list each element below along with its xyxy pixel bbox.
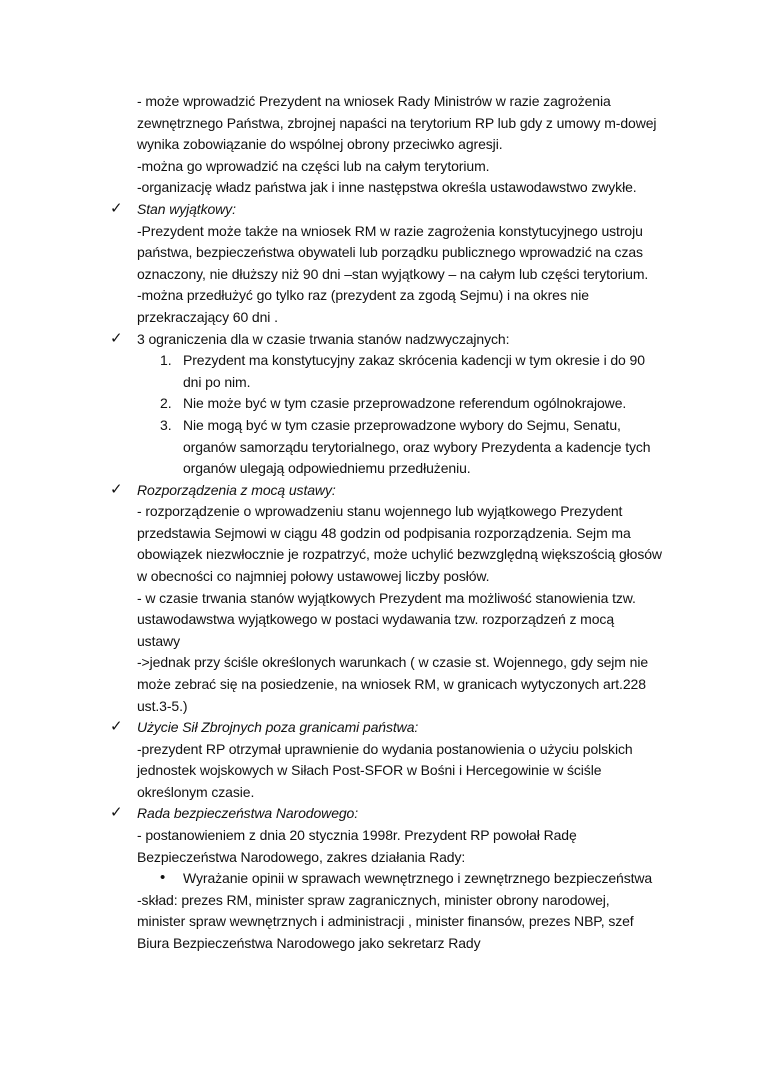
text-line: Biura Bezpieczeństwa Narodowego jako sekretarz Rady [137, 935, 481, 951]
text-line: państwa, bezpieczeństwa obywateli lub porządku publicznego wprowadzić na czas [137, 244, 643, 260]
section-heading-rada: Rada bezpieczeństwa Narodowego: [137, 805, 359, 821]
text-line: - postanowieniem z dnia 20 stycznia 1998r. Prezydent RP powołał Radę [137, 827, 577, 843]
text-line: Bezpieczeństwa Narodowego, zakres działania Rady: [137, 849, 466, 865]
text-line: obowiązek niezwłocznie je rozpatrzyć, może uchylić bezwzględną większością głosów [137, 546, 662, 562]
text-line: oznaczony, nie dłuższy niż 90 dni –stan wyjątkowy – na całym lub części terytorium. [137, 266, 649, 282]
list-item-line: Nie może być w tym czasie przeprowadzone referendum ogólnokrajowe. [183, 395, 627, 411]
text-line: ustawy [137, 633, 180, 649]
bullet-icon: • [160, 869, 166, 886]
text-line: -prezydent RP otrzymał uprawnienie do wydania postanowienia o użyciu polskich [137, 741, 633, 757]
checkmark-icon: ✓ [110, 481, 123, 498]
list-number: 1. [160, 352, 172, 368]
text-line: -organizację władz państwa jak i inne następstwa określa ustawodawstwo zwykłe. [137, 179, 637, 195]
list-item-line: dni po nim. [183, 374, 251, 390]
text-line: ->jednak przy ściśle określonych warunkach ( w czasie st. Wojennego, gdy sejm nie [137, 654, 649, 670]
list-item-line: Nie mogą być w tym czasie przeprowadzone wybory do Sejmu, Senatu, [183, 417, 621, 433]
list-number: 2. [160, 395, 172, 411]
section-heading-ograniczenia: 3 ograniczenia dla w czasie trwania stanów nadzwyczajnych: [137, 331, 510, 347]
text-line: zewnętrznego Państwa, zbrojnej napaści na terytorium RP lub gdy z umowy m-dowej [137, 115, 657, 131]
list-item-line: organów samorządu terytorialnego, oraz wybory Prezydenta a kadencje tych [183, 439, 651, 455]
text-line: wynika zobowiązanie do wspólnej obrony przeciwko agresji. [137, 136, 503, 152]
section-heading-stan: Stan wyjątkowy: [137, 201, 236, 217]
section-heading-sily-zbrojne: Użycie Sił Zbrojnych poza granicami państwa: [137, 719, 419, 735]
text-line: minister spraw wewnętrznych i administracji , minister finansów, prezes NBP, szef [137, 913, 634, 929]
list-item-line: organów ulegają odpowiedniemu przedłużeniu. [183, 460, 471, 476]
text-line: -skład: prezes RM, minister spraw zagranicznych, minister obrony narodowej, [137, 892, 610, 908]
text-line: -można przedłużyć go tylko raz (prezydent za zgodą Sejmu) i na okres nie [137, 287, 589, 303]
text-line: określonym czasie. [137, 784, 255, 800]
text-line: przekraczający 60 dni . [137, 309, 278, 325]
text-line: jednostek wojskowych w Siłach Post-SFOR w Bośni i Hercegowinie w ściśle [137, 762, 602, 778]
list-item-line: Prezydent ma konstytucyjny zakaz skrócenia kadencji w tym okresie i do 90 [183, 352, 645, 368]
text-line: -można go wprowadzić na części lub na całym terytorium. [137, 158, 490, 174]
text-line: -Prezydent może także na wniosek RM w razie zagrożenia konstytucyjnego ustroju [137, 223, 643, 239]
text-line: przedstawia Sejmowi w ciągu 48 godzin od podpisania rozporządzenia. Sejm ma [137, 525, 631, 541]
checkmark-icon: ✓ [110, 804, 123, 821]
bullet-item: Wyrażanie opinii w sprawach wewnętrznego i zewnętrznego bezpieczeństwa [183, 870, 653, 886]
text-line: w obecności co najmniej połowy ustawowej liczby posłów. [137, 568, 490, 584]
checkmark-icon: ✓ [110, 200, 123, 217]
list-number: 3. [160, 417, 172, 433]
checkmark-icon: ✓ [110, 330, 123, 347]
section-heading-rozporzadzenia: Rozporządzenia z mocą ustawy: [137, 482, 336, 498]
text-line: może zebrać się na posiedzenie, na wniosek RM, w granicach wytyczonych art.228 [137, 676, 646, 692]
text-line: ustawodawstwa wyjątkowego w postaci wydawania tzw. rozporządzeń z mocą [137, 611, 615, 627]
text-line: ust.3-5.) [137, 698, 188, 714]
checkmark-icon: ✓ [110, 718, 123, 735]
text-line: - może wprowadzić Prezydent na wniosek Rady Ministrów w razie zagrożenia [137, 93, 611, 109]
text-line: - w czasie trwania stanów wyjątkowych Prezydent ma możliwość stanowienia tzw. [137, 590, 636, 606]
text-line: - rozporządzenie o wprowadzeniu stanu wojennego lub wyjątkowego Prezydent [137, 503, 623, 519]
